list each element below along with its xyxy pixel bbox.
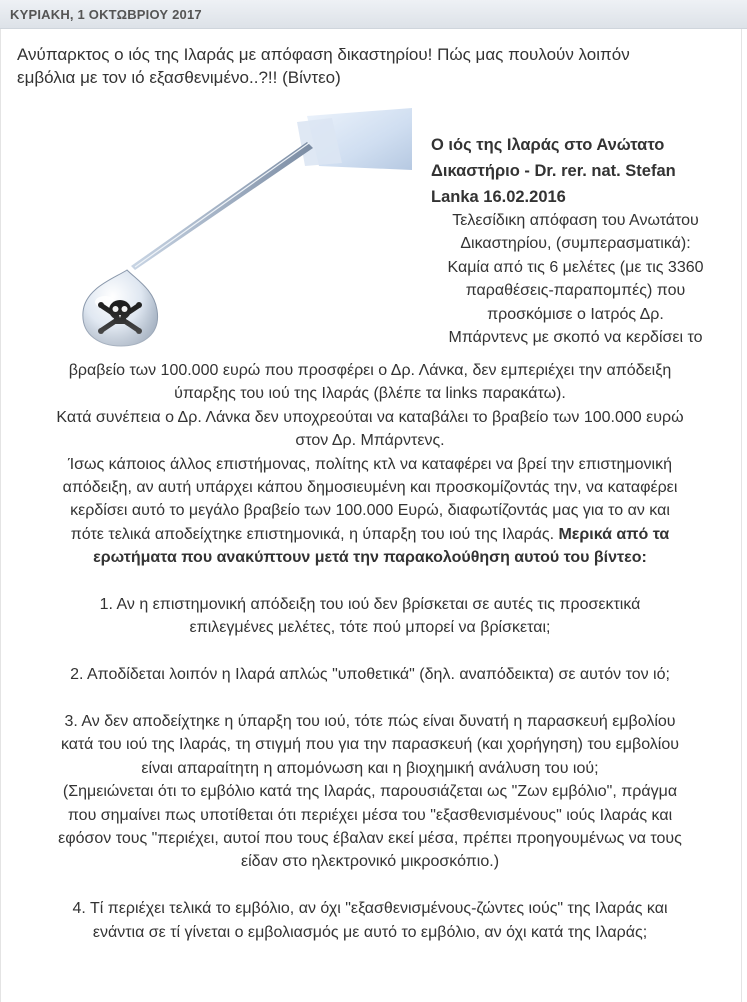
syringe-drop-skull-image — [57, 108, 417, 348]
post-body — [0, 29, 742, 1002]
title-line: Δικαστήριο - Dr. rer. nat. Stefan — [431, 162, 676, 180]
questions-heading: ερωτήματα που ανακύπτουν μετά την παρακολούθηση αυτού του βίντεο: — [93, 549, 647, 567]
text-line: (Σημειώνεται ότι το εμβόλιο κατά της Ιλαράς, παρουσιάζεται ως "Ζων εμβόλιο", πράγμα — [62, 783, 678, 801]
post-intro — [17, 43, 717, 89]
text-line: στον Δρ. Μπάρντενς. — [295, 432, 445, 450]
text-line: Μπάρντενς με σκοπό να κερδίσει το — [448, 329, 703, 347]
text-line: Κατά συνέπεια ο Δρ. Λάνκα δεν υποχρεούται να καταβάλει το βραβείο των 100.000 ευρώ — [56, 408, 684, 426]
text-line: ύπαρξης του ιού της Ιλαράς (βλέπε τα links παρακάτω). — [174, 385, 566, 403]
date-header — [0, 0, 747, 29]
text-line: Τελεσίδικη απόφαση του Ανωτάτου — [452, 212, 699, 229]
text-line: επιλεγμένες μελέτες, τότε πού μπορεί να βρίσκεται; — [189, 619, 551, 637]
text-run: πότε τελικά αποδείχτηκε επιστημονικά, η ύπαρξη του ιού της Ιλαράς. — [70, 525, 559, 543]
text-line: Δικαστηρίου, (συμπερασματικά): — [460, 235, 691, 253]
text-line: εφόσον τους "περιέχει, αυτοί που τους έβαλαν εκεί μέσα, πρέπει προηγουμένως να τους — [58, 830, 682, 848]
text-line: ενάντια σε τί γίνεται ο εμβολιασμός με αυτό το εμβόλιο, αν όχι κατά της Ιλαράς; — [92, 923, 648, 941]
text-line: Καμία από τις 6 μελέτες (με τις 3360 — [447, 258, 704, 276]
article-title — [431, 132, 721, 210]
question-3: 3. Αν δεν αποδείχτηκε η ύπαρξη του ιού, τότε πώς είναι δυνατή η παρασκευή εμβολίου — [64, 713, 676, 731]
title-line: Lanka 16.02.2016 — [431, 188, 566, 206]
text-line: προσκόμισε ο Ιατρός Δρ. — [487, 305, 664, 323]
text-line: κατά του ιού της Ιλαράς, τη στιγμή που για την παρασκευή (και χορήγηση) του εμβολίου — [60, 736, 679, 754]
question-1: 1. Αν η επιστημονική απόδειξη του ιού δεν βρίσκεται σε αυτές τις προσεκτικά — [99, 596, 641, 614]
text-line: κερδίσει αυτό το μεγάλο βραβείο των 100.000 Ευρώ, διαφωτίζοντάς μας για το αν και — [70, 502, 670, 520]
intro-line: Ανύπαρκτος ο ιός της Ιλαράς με απόφαση δικαστηρίου! Πώς μας πουλούν λοιπόν — [17, 45, 630, 64]
post-date: ΚΥΡΙΑΚΗ, 1 ΟΚΤΩΒΡΙΟΥ 2017 — [10, 7, 202, 22]
article-body — [15, 359, 725, 944]
text-line: που σημαίνει πως υποτίθεται ότι περιέχει μέσα του "εξασθενισμένους" ιούς Ιλαράς και — [67, 806, 673, 824]
text-line: είδαν στο ηλεκτρονικό μικροσκόπιο.) — [240, 853, 500, 871]
title-line: Ο ιός της Ιλαράς στο Ανώτατο — [431, 136, 665, 154]
text-line: Ίσως κάποιος άλλος επιστήμονας, πολίτης κτλ να καταφέρει να βρεί την επιστημονική — [67, 455, 672, 473]
ruling-summary — [428, 209, 723, 349]
text-line: βραβείο των 100.000 ευρώ που προσφέρει ο Δρ. Λάνκα, δεν εμπεριέχει την απόδειξη — [68, 362, 672, 379]
text-line: παραθέσεις-παραπομπές) που — [465, 282, 686, 300]
question-2: 2. Αποδίδεται λοιπόν η Ιλαρά απλώς "υποθετικά" (δηλ. αναπόδεικτα) σε αυτόν τον ιό; — [70, 666, 670, 684]
questions-heading-start: Μερικά από τα — [558, 525, 670, 543]
text-line: είναι απαραίτητη η απομόνωση και η βιοχημική ανάλυση του ιού; — [141, 759, 599, 777]
intro-line: εμβόλια με τον ιό εξασθενιμένο..?!! (Βίντεο) — [17, 68, 341, 87]
question-4: 4. Τί περιέχει τελικά το εμβόλιο, αν όχι "εξασθενισμένους-ζώντες ιούς" της Ιλαράς και — [72, 900, 668, 918]
text-line: απόδειξη, αν αυτή υπάρχει κάπου δημοσιευμένη και προσκομίζοντάς την, να καταφέρει — [62, 479, 678, 497]
text-line — [15, 523, 725, 546]
